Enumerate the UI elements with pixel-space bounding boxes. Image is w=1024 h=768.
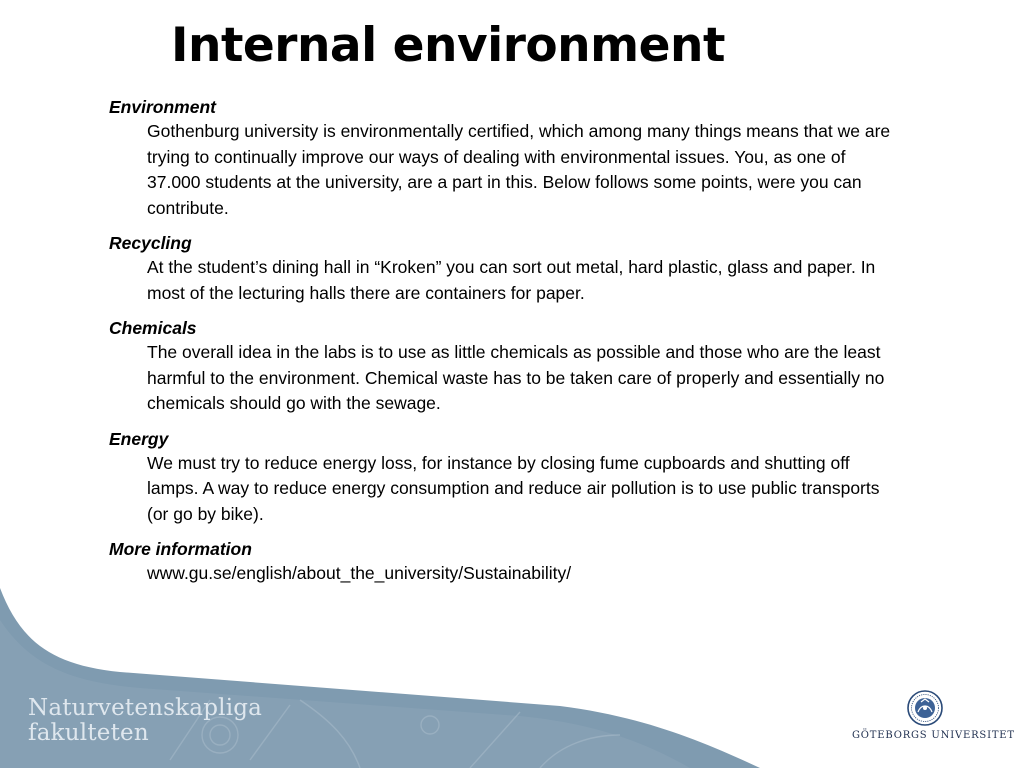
section-heading: Energy: [109, 428, 169, 449]
slide-title: Internal environment: [171, 18, 725, 73]
section-heading: Recycling: [109, 233, 192, 253]
section-recycling: [109, 231, 899, 306]
faculty-logo: [28, 696, 262, 746]
content-body: [109, 95, 899, 597]
section-more-information: [109, 537, 899, 587]
section-heading: Chemicals: [109, 318, 197, 338]
section-body: Gothenburg university is environmentally certified, which among many things means that we are trying to continually improve our ways of dealing with environmental issues. You, as one of 37.000 students at the university, are a part in this. Below follows some points, were you can contribute.: [147, 121, 891, 218]
info-url: www.gu.se/english/about_the_university/Sustainability/: [147, 563, 572, 583]
faculty-name-line2: fakulteten: [28, 720, 149, 746]
section-chemicals: [109, 316, 899, 417]
section-heading: Environment: [109, 97, 216, 117]
university-seal-icon: [907, 690, 943, 726]
university-name: GÖTEBORGS UNIVERSITET: [852, 730, 1015, 741]
section-energy: [109, 427, 899, 528]
section-environment: [109, 95, 899, 221]
section-body: We must try to reduce energy loss, for instance by closing fume cupboards and shutting off lamps. A way to reduce energy consumption and reduce air pollution is to use public transports (or go by bike).: [147, 452, 880, 524]
section-body: The overall idea in the labs is to use as little chemicals as possible and those who are the least harmful to the environment. Chemical waste has to be taken care of properly and essentially no chemicals should go with the sewage.: [147, 342, 885, 413]
section-body: At the student’s dining hall in “Kroken” you can sort out metal, hard plastic, glass and paper. In most of the lecturing halls there are containers for paper.: [147, 257, 876, 303]
faculty-name-line1: Naturvetenskapliga: [28, 695, 263, 721]
section-heading: More information: [109, 539, 252, 559]
